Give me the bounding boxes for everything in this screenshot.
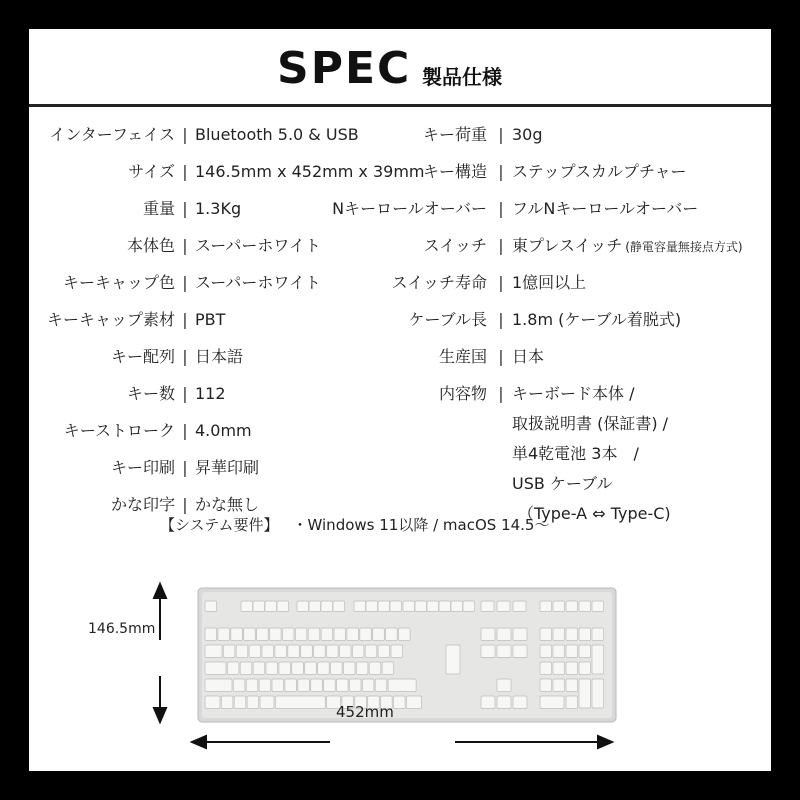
spec-value: スーパーホワイト	[195, 273, 321, 292]
key	[321, 601, 333, 612]
spec-value-line: 取扱説明書 (保証書) /	[512, 414, 669, 433]
spec-label: 重量	[142, 199, 175, 218]
key	[272, 679, 284, 692]
key	[497, 696, 511, 709]
spec-value-text: ステップスカルプチャー	[512, 162, 687, 181]
spec-value-text: 1.8m (ケーブル着脱式)	[512, 310, 682, 329]
key	[592, 679, 604, 708]
key	[262, 645, 274, 658]
spec-value-text: 東プレスイッチ	[512, 236, 623, 255]
key	[382, 662, 394, 675]
page-title: SPEC	[277, 43, 412, 94]
key	[365, 645, 377, 658]
key	[205, 628, 217, 641]
spec-separator: |	[498, 347, 504, 366]
key	[415, 601, 427, 612]
spec-separator: |	[182, 384, 188, 403]
key	[260, 696, 274, 709]
key	[327, 645, 339, 658]
key	[378, 601, 390, 612]
key	[592, 628, 604, 641]
key	[205, 645, 222, 658]
key	[553, 628, 565, 641]
spec-value-line: 単4乾電池 3本 /	[512, 444, 639, 463]
key	[362, 679, 374, 692]
key	[309, 601, 321, 612]
key	[311, 679, 323, 692]
spec-value: スーパーホワイト	[195, 236, 321, 255]
spec-separator: |	[498, 125, 504, 144]
key	[481, 628, 495, 641]
spec-value: 4.0mm	[195, 421, 252, 440]
key	[244, 628, 256, 641]
spec-label: スイッチ	[423, 236, 487, 255]
key	[339, 645, 351, 658]
key	[334, 628, 346, 641]
spec-separator: |	[498, 384, 504, 403]
key	[553, 662, 565, 675]
spec-label: キー配列	[110, 347, 175, 366]
key	[540, 679, 552, 692]
key	[279, 662, 291, 675]
key	[233, 679, 245, 692]
key	[292, 662, 304, 675]
spec-separator: |	[498, 199, 504, 218]
spec-separator: |	[182, 347, 188, 366]
key	[234, 696, 246, 709]
spec-separator: |	[182, 199, 188, 218]
key	[497, 645, 511, 658]
spec-value: PBT	[195, 310, 226, 329]
spec-value: 昇華印刷	[195, 458, 260, 477]
spec-separator: |	[498, 236, 504, 255]
key	[579, 679, 591, 708]
key	[566, 662, 578, 675]
key	[566, 696, 578, 709]
key	[497, 628, 511, 641]
key	[275, 645, 287, 658]
spec-separator: |	[498, 273, 504, 292]
key	[282, 628, 294, 641]
spec-label: Nキーロールオーバー	[332, 199, 487, 218]
key	[513, 601, 526, 612]
spec-separator: |	[182, 273, 188, 292]
key	[259, 679, 271, 692]
key	[221, 696, 233, 709]
spec-label: キー数	[126, 384, 175, 403]
key	[324, 679, 336, 692]
key	[553, 601, 565, 612]
key	[579, 628, 591, 641]
spec-value-line: （Type-A ⇔ Type-C)	[518, 504, 671, 523]
key	[540, 601, 552, 612]
key	[366, 601, 378, 612]
spec-label: キーキャップ色	[62, 273, 175, 292]
key	[481, 645, 495, 658]
key	[579, 662, 591, 675]
key	[231, 628, 243, 641]
spec-label: 内容物	[438, 384, 487, 403]
spec-value-text: 1億回以上	[512, 273, 587, 292]
key	[227, 662, 239, 675]
key	[566, 601, 578, 612]
key	[497, 601, 510, 612]
key	[236, 645, 248, 658]
key	[275, 696, 325, 709]
spec-label: かな印字	[110, 495, 175, 514]
key	[375, 679, 387, 692]
key	[205, 601, 217, 612]
width-dimension-label: 452mm	[336, 703, 394, 721]
spec-value-text: 30g	[512, 125, 543, 144]
key	[497, 679, 511, 692]
spec-separator: |	[498, 310, 504, 329]
spec-value: 112	[195, 384, 226, 403]
spec-label: サイズ	[128, 162, 175, 181]
key	[314, 645, 326, 658]
key	[579, 645, 591, 658]
key	[205, 679, 232, 692]
key	[394, 696, 406, 709]
key	[540, 628, 552, 641]
key	[566, 679, 578, 692]
key	[579, 601, 591, 612]
key	[247, 696, 259, 709]
key	[403, 601, 415, 612]
key	[373, 628, 385, 641]
spec-label: スイッチ寿命	[391, 273, 487, 292]
key	[295, 628, 307, 641]
key	[540, 645, 552, 658]
spec-value: 1.3Kg	[195, 199, 242, 218]
spec-label: キーキャップ素材	[46, 310, 175, 329]
key	[592, 645, 604, 674]
spec-separator: |	[182, 458, 188, 477]
width-arrow	[192, 736, 612, 748]
key	[446, 645, 460, 674]
key	[513, 696, 527, 709]
key	[360, 628, 372, 641]
key	[481, 601, 494, 612]
spec-separator: |	[498, 162, 504, 181]
spec-label: キー印刷	[110, 458, 175, 477]
key	[553, 679, 565, 692]
spec-value: 日本語	[195, 347, 244, 366]
spec-value-text: 日本	[512, 347, 545, 366]
key	[297, 601, 309, 612]
height-arrow	[154, 584, 166, 722]
key	[331, 662, 343, 675]
key	[356, 662, 368, 675]
key	[249, 645, 261, 658]
key	[513, 628, 527, 641]
spec-label: 生産国	[438, 347, 487, 366]
key	[378, 645, 390, 658]
key	[277, 601, 289, 612]
key	[369, 662, 381, 675]
key	[566, 645, 578, 658]
key	[566, 628, 578, 641]
key	[352, 645, 364, 658]
key	[343, 662, 355, 675]
key	[513, 645, 527, 658]
key	[318, 662, 330, 675]
key	[553, 645, 565, 658]
key	[349, 679, 361, 692]
key	[321, 628, 333, 641]
key	[253, 662, 265, 675]
key	[240, 662, 252, 675]
system-requirements-label: 【システム要件】	[160, 516, 279, 534]
key	[298, 679, 310, 692]
key	[253, 601, 265, 612]
page-subtitle: 製品仕様	[422, 65, 502, 89]
spec-label: インターフェイス	[49, 125, 175, 144]
key	[308, 628, 320, 641]
key	[391, 645, 403, 658]
spec-separator: |	[182, 421, 188, 440]
spec-separator: |	[182, 236, 188, 255]
key	[354, 601, 366, 612]
key	[451, 601, 463, 612]
key	[285, 679, 297, 692]
key	[427, 601, 439, 612]
key	[223, 645, 235, 658]
spec-value-note: (静電容量無接点方式)	[625, 240, 743, 254]
spec-value-text: フルNキーロールオーバー	[512, 199, 699, 218]
spec-label: 本体色	[126, 236, 175, 255]
spec-label: ケーブル長	[408, 310, 487, 329]
key	[463, 601, 475, 612]
system-requirements-value: ・Windows 11以降 / macOS 14.5〜	[292, 516, 550, 534]
key	[347, 628, 359, 641]
key	[592, 601, 604, 612]
spec-value: Bluetooth 5.0 & USB	[195, 125, 359, 144]
spec-value: かな無し	[195, 495, 260, 514]
spec-separator: |	[182, 495, 188, 514]
key	[540, 696, 564, 709]
key	[205, 662, 226, 675]
key	[205, 696, 220, 709]
height-dimension-label: 146.5mm	[88, 621, 156, 637]
spec-separator: |	[182, 162, 188, 181]
key	[270, 628, 282, 641]
spec-separator: |	[182, 310, 188, 329]
spec-label: キー荷重	[422, 125, 487, 144]
key	[386, 628, 398, 641]
spec-value-line: キーボード本体 /	[512, 384, 635, 403]
key	[246, 679, 258, 692]
spec-label: キー構造	[422, 162, 487, 181]
key	[481, 696, 495, 709]
key	[337, 679, 349, 692]
key	[399, 628, 411, 641]
key	[388, 679, 416, 692]
key	[218, 628, 230, 641]
spec-label: キーストローク	[63, 421, 175, 440]
key	[305, 662, 317, 675]
key	[390, 601, 402, 612]
spec-value-line: USB ケーブル	[512, 474, 613, 493]
key	[241, 601, 253, 612]
key	[288, 645, 300, 658]
spec-separator: |	[182, 125, 188, 144]
key	[266, 662, 278, 675]
key	[406, 696, 421, 709]
key	[257, 628, 269, 641]
key	[333, 601, 345, 612]
spec-value: 146.5mm x 452mm x 39mm	[195, 162, 425, 181]
key	[540, 662, 552, 675]
key	[439, 601, 451, 612]
key	[265, 601, 277, 612]
key	[301, 645, 313, 658]
